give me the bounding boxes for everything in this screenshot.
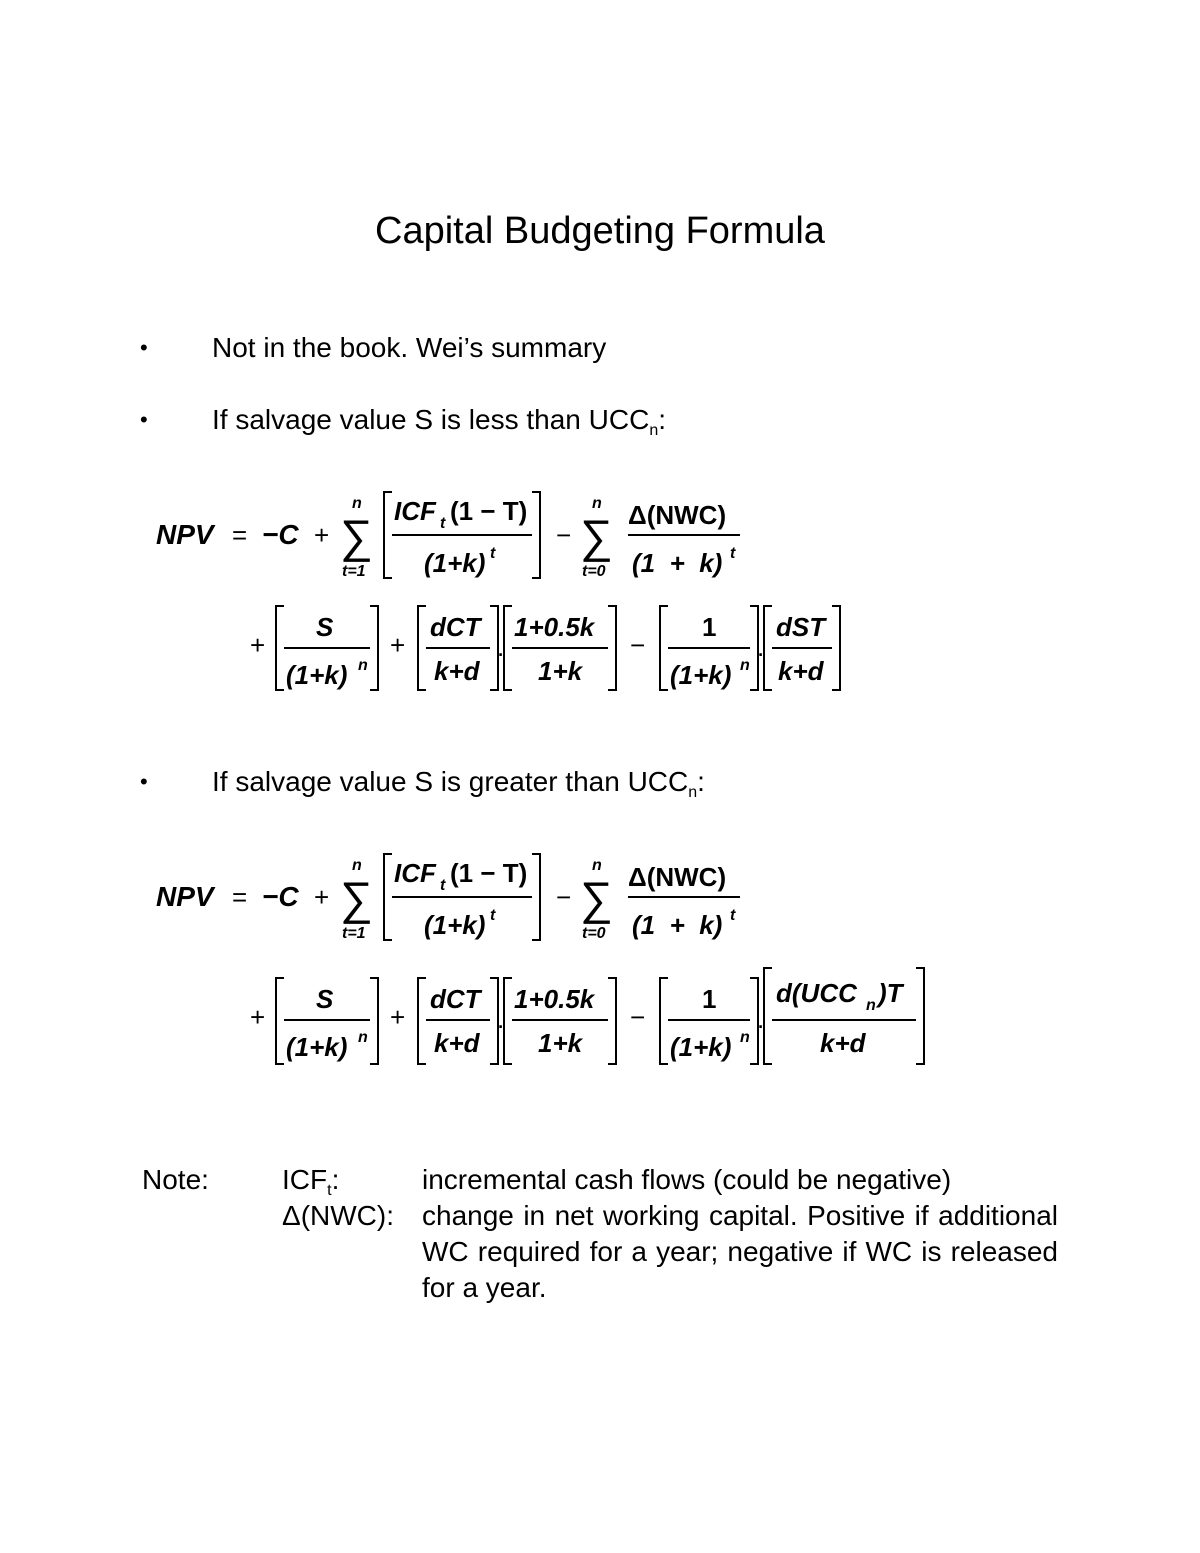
sum-lower: t=1 [342,925,366,942]
discount-exponent: t [490,545,496,562]
salvage-s: S [316,612,334,642]
note-label: Note: [142,1164,209,1195]
sigma-symbol: ∑ [580,510,613,562]
note-term: Δ(NWC): [282,1200,394,1231]
discount-base: (1+k) [670,660,732,690]
one-term: 1 [702,984,717,1014]
right-bracket [916,968,924,1064]
k-plus-d: k+d [778,656,824,686]
equals-sign: = [232,520,248,550]
left-bracket [764,606,772,690]
left-bracket [660,978,668,1064]
nwc-term: Δ(NWC) [628,500,727,530]
dst-term: dST [776,612,826,642]
nwc-discount: (1 + k) [632,548,723,578]
left-bracket [504,606,512,690]
discount-base: (1+k) [286,660,348,690]
discount-exponent: n [358,657,368,674]
bullet-text: If salvage value S is greater than $UCC_n$: [212,766,705,801]
plus-sign: + [390,1002,406,1032]
discount-exponent: n [358,1029,368,1046]
right-bracket [370,978,378,1064]
left-bracket [276,978,284,1064]
npv-formula-less [0,480,1200,710]
discount-exponent: t [490,907,496,924]
ucc-tax: )T [878,978,903,1008]
discount-base: (1+k) [286,1032,348,1062]
equals-sign: = [232,882,248,912]
right-bracket [370,606,378,690]
left-bracket [384,492,392,578]
ucc-subscript: n [866,997,876,1014]
half-year-num: 1+0.5k [514,984,595,1014]
salvage-s: S [316,984,334,1014]
plus-sign: + [390,630,406,660]
bullet-text: If salvage value S is less than $UCC_n$: [212,404,666,439]
k-plus-d: k+d [434,656,480,686]
left-bracket [764,968,772,1064]
sum-upper: n [352,857,362,874]
dct-term: dCT [430,612,481,642]
page-title: Capital Budgeting Formula [375,210,825,252]
sigma-symbol: ∑ [340,872,373,924]
half-year-den: 1+k [538,656,583,686]
multiply-dot: . [497,1004,505,1034]
discount-exponent: t [730,907,736,924]
left-bracket [504,978,512,1064]
minus-sign: − [556,520,572,550]
left-bracket [276,606,284,690]
sum-upper: n [592,857,602,874]
minus-sign: − [630,630,646,660]
minus-sign: − [630,1002,646,1032]
left-bracket [418,978,426,1064]
icf-term: ICF [394,496,436,526]
plus-sign: + [314,882,330,912]
tax-factor: (1 − T) [450,496,528,526]
icf-term: ICF [394,858,436,888]
left-bracket [384,854,392,940]
one-term: 1 [702,612,717,642]
sum-upper: n [352,495,362,512]
discount-exponent: n [740,657,750,674]
note-term: $ICF_t$: [282,1164,340,1199]
bullet-dot: • [140,769,148,794]
right-bracket [532,492,540,578]
discount-base: (1+k) [670,1032,732,1062]
minus-c: −C [262,519,299,550]
left-bracket [418,606,426,690]
k-plus-d: k+d [434,1028,480,1058]
discount-exponent: t [730,545,736,562]
half-year-num: 1+0.5k [514,612,595,642]
right-bracket [532,854,540,940]
plus-sign: + [314,520,330,550]
sum-upper: n [592,495,602,512]
note-desc: change in net working capital. Positive if additional WC required for a year; negative if WC is released for a year. [422,1200,1058,1303]
multiply-dot: . [757,1004,765,1034]
tax-factor: (1 − T) [450,858,528,888]
left-bracket [660,606,668,690]
minus-c: −C [262,881,299,912]
half-year-den: 1+k [538,1028,583,1058]
sum-lower: t=0 [582,563,606,580]
discount-base: (1+k) [424,910,486,940]
npv-symbol: NPV [156,881,214,912]
right-bracket [608,978,616,1064]
bullet-dot: • [140,335,148,360]
icf-subscript: t [440,515,446,532]
note-desc: incremental cash flows (could be negative) [422,1164,952,1195]
right-bracket [608,606,616,690]
sigma-symbol: ∑ [340,510,373,562]
multiply-dot: . [497,632,505,662]
bullet-text: Not in the book. Wei’s summary [212,332,607,363]
discount-exponent: n [740,1029,750,1046]
icf-subscript: t [440,877,446,894]
dct-term: dCT [430,984,481,1014]
right-bracket [832,606,840,690]
k-plus-d: k+d [820,1028,866,1058]
nwc-discount: (1 + k) [632,910,723,940]
discount-base: (1+k) [424,548,486,578]
minus-sign: − [556,882,572,912]
sigma-symbol: ∑ [580,872,613,924]
npv-symbol: NPV [156,519,214,550]
sum-lower: t=0 [582,925,606,942]
plus-sign: + [250,630,266,660]
sum-lower: t=1 [342,563,366,580]
bullet-dot: • [140,407,148,432]
nwc-term: Δ(NWC) [628,862,727,892]
ucc-term: d(UCC [776,978,857,1008]
npv-formula-greater [0,842,1200,1072]
plus-sign: + [250,1002,266,1032]
multiply-dot: . [757,632,765,662]
